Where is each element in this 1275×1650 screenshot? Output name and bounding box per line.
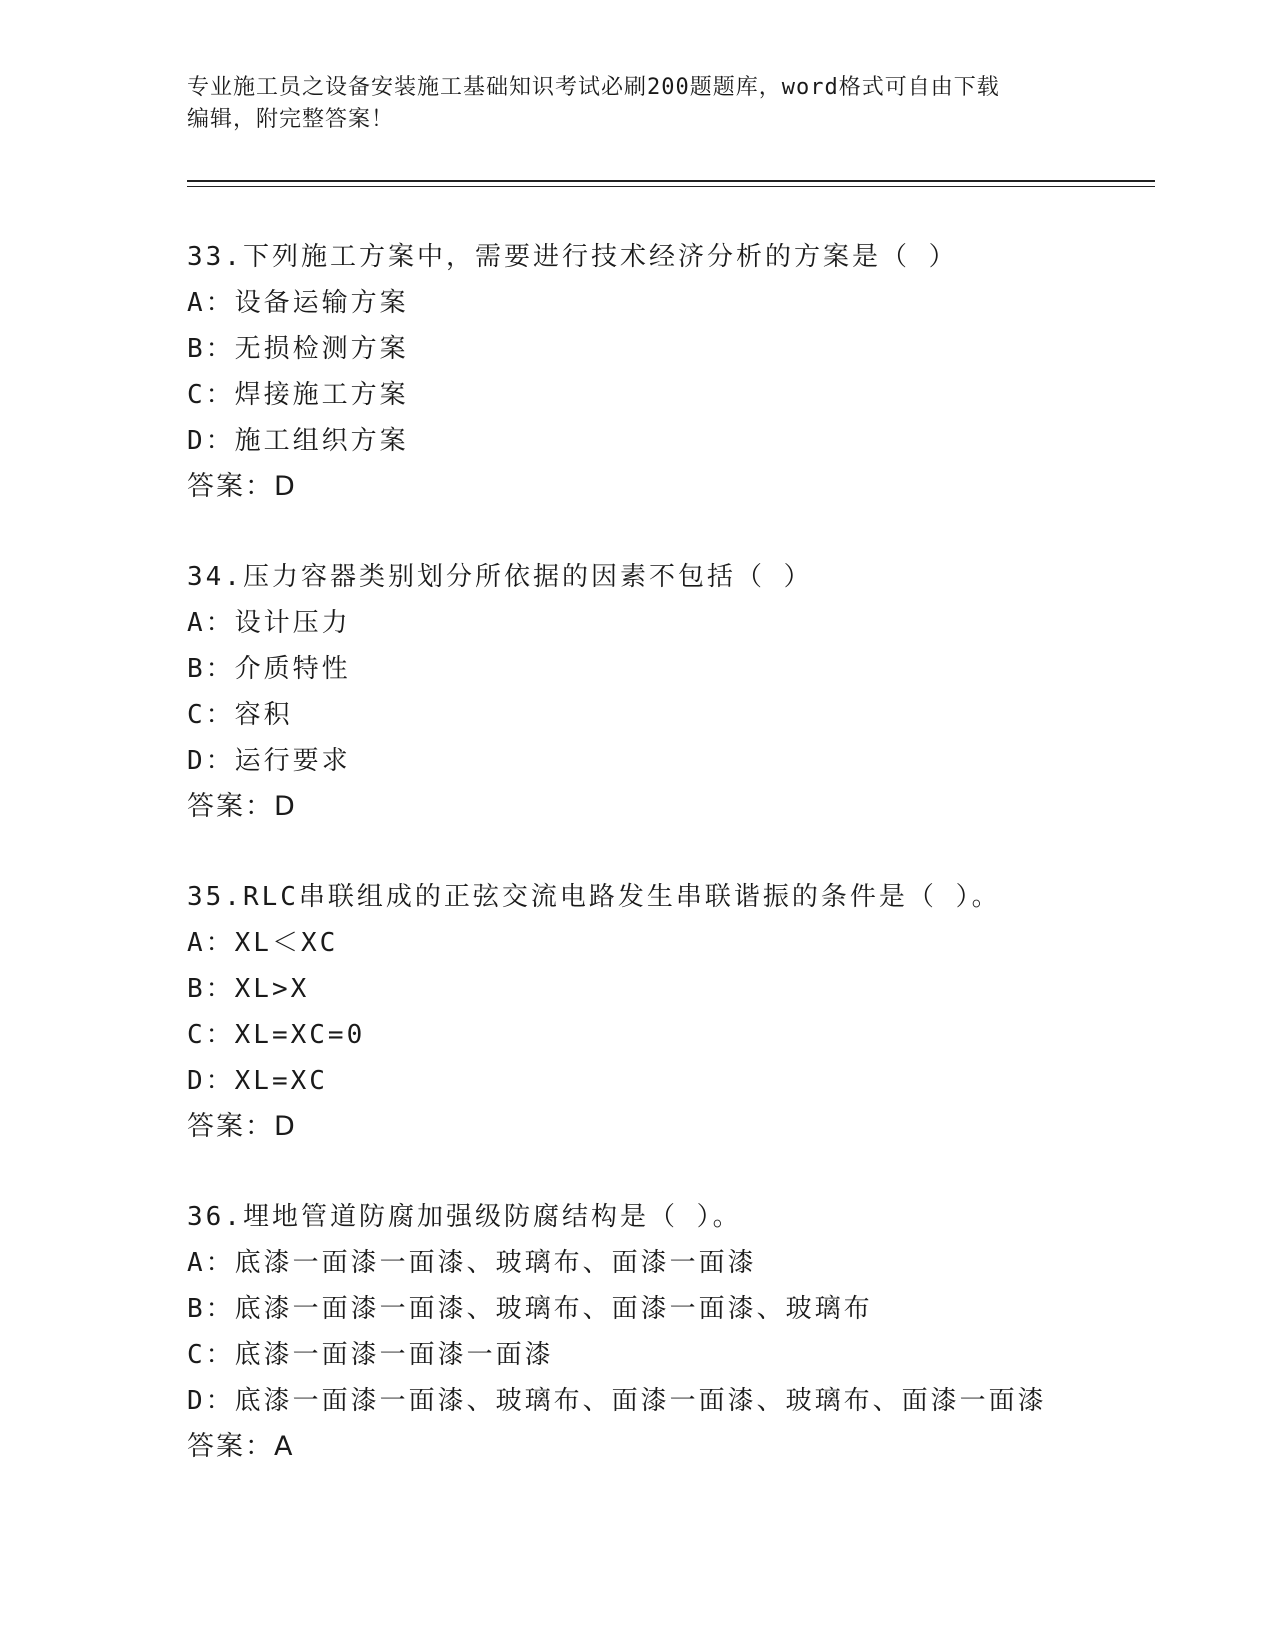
option-c: C：XL=XC=0 [187, 1020, 366, 1050]
option-b: B：底漆一面漆一面漆、玻璃布、面漆一面漆、玻璃布 [187, 1294, 873, 1324]
option-b: B：XL>X [187, 974, 310, 1004]
document-header [187, 72, 1087, 136]
question-35 [187, 874, 1187, 1150]
question-36 [187, 1194, 1187, 1470]
option-d: D：运行要求 [187, 746, 351, 776]
option-c: C：底漆一面漆一面漆一面漆 [187, 1340, 554, 1370]
answer: 答案：D [187, 1111, 297, 1142]
option-a: A：底漆一面漆一面漆、玻璃布、面漆一面漆 [187, 1248, 757, 1278]
answer: 答案：D [187, 791, 297, 822]
option-d: D：底漆一面漆一面漆、玻璃布、面漆一面漆、玻璃布、面漆一面漆 [187, 1386, 1047, 1416]
option-c: C：容积 [187, 700, 293, 730]
option-c: C：焊接施工方案 [187, 380, 409, 410]
header-line-1: 专业施工员之设备安装施工基础知识考试必刷200题题库，word格式可自由下载 [187, 75, 1000, 100]
answer: 答案：A [187, 1431, 295, 1462]
question-stem: 34.压力容器类别划分所依据的因素不包括（ ） [187, 562, 813, 592]
option-d: D：施工组织方案 [187, 426, 409, 456]
header-divider-thick [187, 180, 1155, 182]
option-b: B：介质特性 [187, 654, 351, 684]
option-a: A：设计压力 [187, 608, 351, 638]
header-divider-thin [187, 186, 1155, 187]
question-34 [187, 554, 1187, 830]
question-stem: 35.RLC串联组成的正弦交流电路发生串联谐振的条件是（ ）。 [187, 882, 1001, 912]
answer: 答案：D [187, 471, 297, 502]
option-a: A：设备运输方案 [187, 288, 409, 318]
question-stem: 33.下列施工方案中，需要进行技术经济分析的方案是（ ） [187, 242, 958, 272]
question-33 [187, 234, 1187, 510]
question-stem: 36.埋地管道防腐加强级防腐结构是（ ）。 [187, 1202, 742, 1232]
option-d: D：XL=XC [187, 1066, 328, 1096]
header-line-2: 编辑，附完整答案！ [187, 107, 395, 132]
option-a: A：XL＜XC [187, 928, 339, 958]
option-b: B：无损检测方案 [187, 334, 409, 364]
